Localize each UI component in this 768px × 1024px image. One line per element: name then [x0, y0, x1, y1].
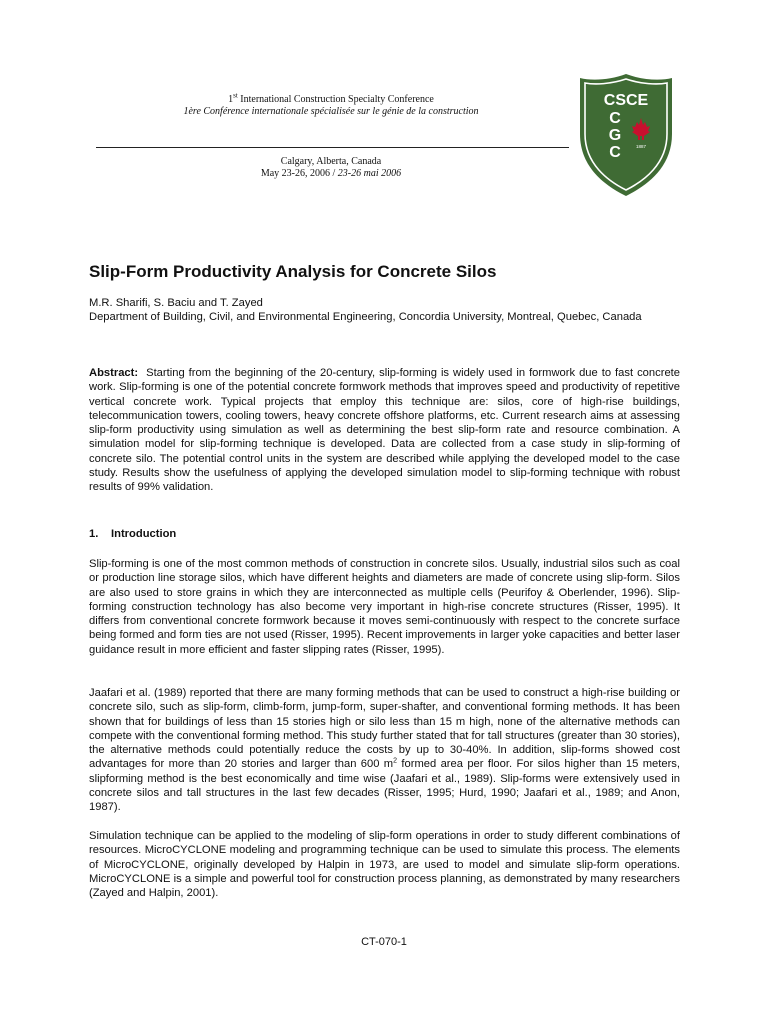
- intro-paragraph-2: Jaafari et al. (1989) reported that there are many forming methods that can be used to construct a high-rise building or concrete silo, such as slip-form, climb-form, jump-form, super-shafter, and conventional forming methods. It has been shown that for buildings of less than 15 stories high or silo less than 15 m high, none of the alternative methods can compete with the conventional forming method. This study further stated that for tall structures (greater than 30 stories), the alternative methods could potentially reduce the costs by up to 30-40%. In addition, slip-forms showed cost advantages for more than 20 stories and larger than 600 $m^2$ formed area per floor. For silos higher than 15 meters, slipforming method is the best economically and time wise (Jaafari et al., 1989). Slip-forms were extensively used in concrete silos and tall structures in the last few decades (Risser, 1995; Hurd, 1990; Jaafari et al., 1989; and Anon, 1987).: [89, 687, 680, 814]
- logo-top-text: CSCE: [603, 92, 649, 109]
- logo-letter-1: C: [609, 110, 621, 127]
- author-names: M.R. Sharifi, S. Baciu and T. Zayed: [89, 297, 263, 309]
- section-number: 1.: [89, 528, 99, 540]
- logo-letter-3: C: [609, 144, 621, 161]
- section-title: Introduction: [111, 528, 177, 540]
- conference-location: Calgary, Alberta, Canada: [280, 156, 382, 167]
- logo-year: 1887: [635, 144, 647, 149]
- abstract-text: Starting from the beginning of the 20-century, slip-forming is widely used in formwork due to fast concrete work. Slip-forming is one of the potential concrete formwork methods that improves speed and productivity of repetitive vertical concrete work. Typical projects that employ this technique are: silos, core of high-rise buildings, telecommunication towers, cooling towers, heavy concrete offshore platforms, etc. Current research aims at assessing slip-form productivity using simulation as well as determining the best slip-form rate and resource combination. A simulation model for slip-forming technique is developed. Data are collected from a case study in slip-forming of concrete silo. The potential control units in the system are described while applying the developed model to the case study. Results show the usefulness of applying the developed simulation model to slip-forming technique with robust results of 99% validation.: [89, 367, 680, 494]
- logo-letter-2: G: [608, 127, 622, 144]
- conference-name-en: 1st International Construction Specialty Conference: [228, 91, 434, 105]
- paper-title: Slip-Form Productivity Analysis for Concrete Silos: [89, 262, 497, 281]
- author-block: [89, 296, 689, 325]
- conference-header: [96, 91, 566, 118]
- intro-paragraph-3: Simulation technique can be applied to the modeling of slip-form operations in order to study different combinations of resources. MicroCYCLONE modeling and programming technique can be used to simulate this process. The elements of MicroCYCLONE, originally developed by Halpin in 1973, are used to model and simulate slip-form operations. MicroCYCLONE is a simple and powerful tool for construction process planning, as demonstrated by many researchers (Zayed and Halpin, 2001).: [89, 830, 680, 900]
- csce-shield-logo: [578, 72, 674, 198]
- section-heading-introduction: [89, 527, 176, 541]
- conference-dates: May 23-26, 2006 / 23-26 mai 2006: [260, 168, 402, 179]
- abstract-paragraph: [89, 366, 680, 495]
- header-divider: [96, 147, 569, 148]
- intro-paragraph-1: Slip-forming is one of the most common methods of construction in concrete silos. Usually, industrial silos such as coal or production line storage silos, which have different heights and diameters are made of concrete using slip-form. Silos are also used to store grains in which they are interconnected as multiple cells (Peurifoy & Oberlender, 1996). Slip-forming construction technology has also become very important in high-rise concrete structures (Risser, 1995). It differs from conventional concrete formwork because it moves semi-continuously with respect to the concrete surface being formed and form ties are not used (Risser, 1995). Recent improvements in larger yoke capacities and better laser guidance result in more efficient and faster slipping rates (Risser, 1995).: [89, 558, 680, 656]
- abstract-label: Abstract:: [89, 367, 139, 379]
- conference-location-date: [96, 156, 566, 180]
- page-number: CT-070-1: [361, 936, 407, 948]
- author-affiliation: Department of Building, Civil, and Environmental Engineering, Concordia University, Montreal, Quebec, Canada: [89, 311, 642, 324]
- conference-name-fr: 1ère Conférence internationale spécialisée sur le génie de la construction: [183, 106, 479, 117]
